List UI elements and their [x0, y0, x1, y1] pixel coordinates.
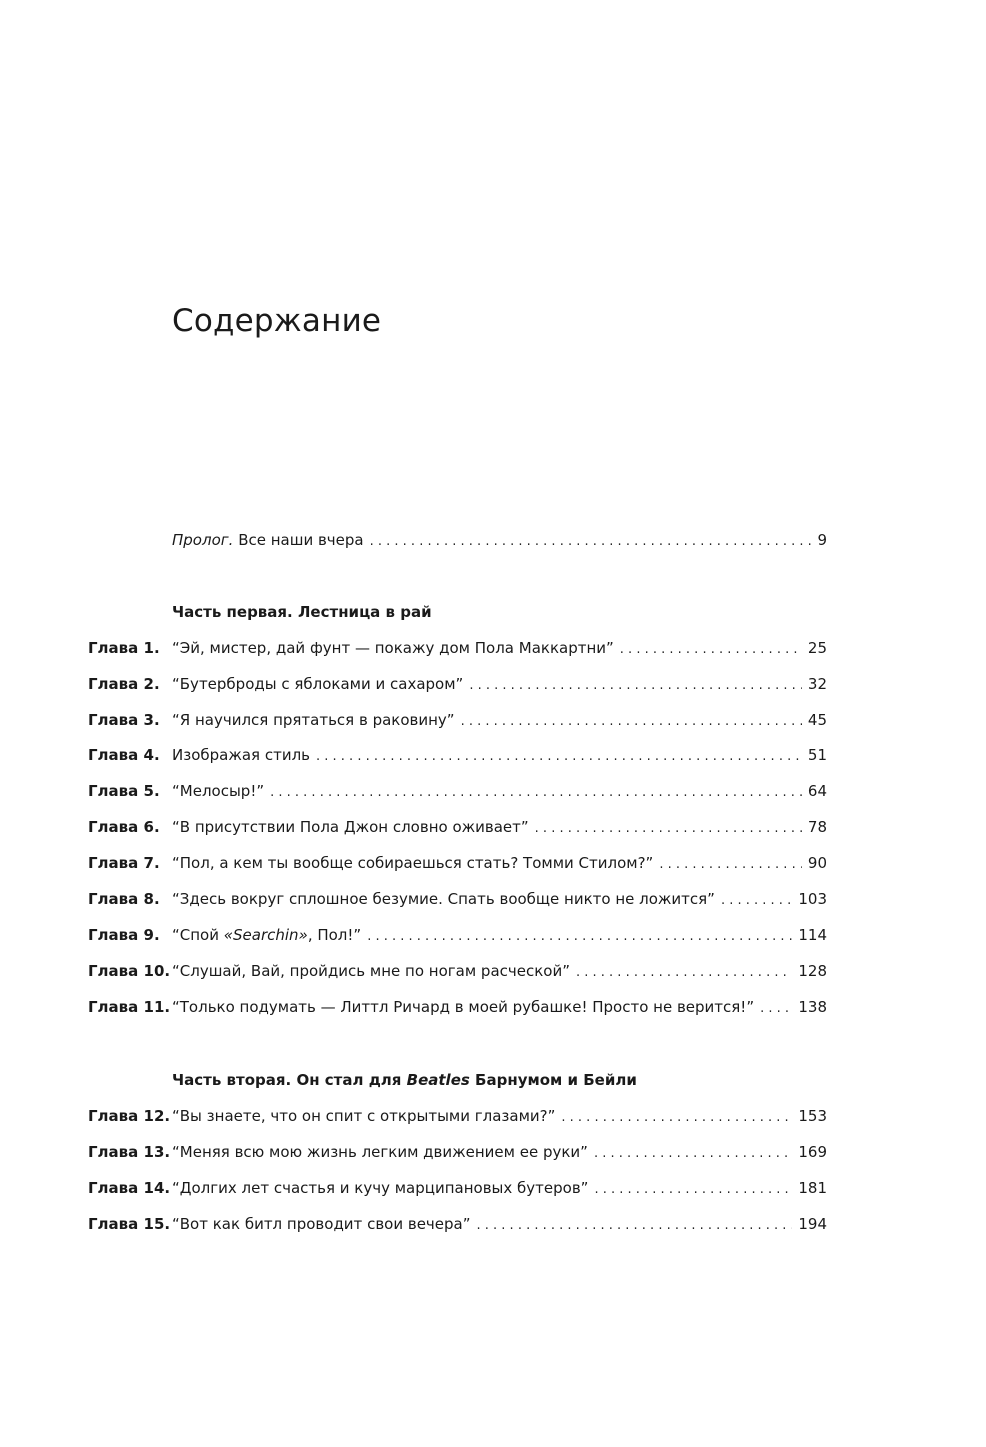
- toc-entry-body: [172, 1176, 827, 1202]
- chapter-title: Изображая стиль: [172, 746, 310, 764]
- toc-entry-chapter-9[interactable]: [0, 923, 986, 947]
- prologue-label: Пролог.: [172, 531, 234, 549]
- toc-entry-body: [172, 887, 827, 913]
- toc-entry-body: [172, 743, 827, 769]
- toc-entry-chapter-5[interactable]: [0, 779, 986, 803]
- chapter-number: Глава 15.: [88, 1215, 171, 1233]
- dot-leader: [477, 1214, 793, 1238]
- chapter-title: “Бутерброды с яблоками и сахаром”: [172, 675, 464, 693]
- chapter-title-pre: “Спой: [172, 926, 224, 944]
- chapter-number: Глава 7.: [88, 854, 160, 872]
- toc-entry-body: [172, 923, 827, 949]
- dot-leader: [469, 674, 802, 698]
- chapter-title: “Только подумать — Литтл Ричард в моей рубашке! Просто не верится!”: [172, 998, 755, 1016]
- page-number: 153: [798, 1107, 827, 1125]
- toc-entry-body: [172, 708, 827, 734]
- chapter-title: “В присутствии Пола Джон словно оживает”: [172, 818, 529, 836]
- prologue-title: Все наши вчера: [238, 531, 364, 549]
- toc-entry-body: [172, 1212, 827, 1238]
- toc-entry-body: [172, 1140, 827, 1166]
- page-number: 181: [798, 1179, 827, 1197]
- chapter-title: “Мелосыр!”: [172, 782, 265, 800]
- toc-entry-chapter-3[interactable]: [0, 708, 986, 732]
- part-heading-2-post: Барнумом и Бейли: [469, 1071, 637, 1089]
- toc-entry-chapter-7[interactable]: [0, 851, 986, 875]
- page-number: 103: [798, 890, 827, 908]
- toc-entry-chapter-2[interactable]: [0, 672, 986, 696]
- chapter-title: “Меняя всю мою жизнь легким движением ее руки”: [172, 1143, 588, 1161]
- chapter-number: Глава 13.: [88, 1143, 171, 1161]
- toc-entry-body: [172, 672, 827, 698]
- part-heading-2-italic: Beatles: [406, 1071, 470, 1089]
- part-heading-2: [172, 1068, 637, 1092]
- page-number: 114: [798, 926, 827, 944]
- chapter-title: “Вы знаете, что он спит с открытыми глазами?”: [172, 1107, 556, 1125]
- page-number: 90: [807, 854, 827, 872]
- chapter-number: Глава 4.: [88, 746, 160, 764]
- toc-entry-chapter-6[interactable]: [0, 815, 986, 839]
- toc-entry-chapter-14[interactable]: [0, 1176, 986, 1200]
- page-title: Содержание: [172, 303, 382, 339]
- dot-leader: [367, 925, 792, 949]
- chapter-title: “Я научился прятаться в раковину”: [172, 711, 455, 729]
- chapter-number: Глава 1.: [88, 639, 160, 657]
- chapter-title-italic: «Searchin»: [223, 926, 308, 944]
- toc-entry-title: [172, 528, 364, 552]
- dot-leader: [721, 889, 792, 913]
- dot-leader: [316, 745, 802, 769]
- page-number: 128: [798, 962, 827, 980]
- toc-entry-body: [172, 636, 827, 662]
- toc-entry-chapter-13[interactable]: [0, 1140, 986, 1164]
- dot-leader: [594, 1178, 792, 1202]
- page-number: 45: [807, 711, 827, 729]
- toc-entry-body: [172, 1104, 827, 1130]
- dot-leader: [659, 853, 802, 877]
- chapter-number: Глава 12.: [88, 1107, 171, 1125]
- page-number: 64: [807, 782, 827, 800]
- chapter-number: Глава 10.: [88, 962, 171, 980]
- toc-entry-prologue[interactable]: [0, 528, 986, 552]
- toc-entry-body: [172, 995, 827, 1021]
- dot-leader: [594, 1142, 792, 1166]
- toc-entry-body: [172, 815, 827, 841]
- chapter-title: “Пол, а кем ты вообще собираешься стать? Томми Стилом?”: [172, 854, 654, 872]
- dot-leader: [461, 710, 802, 734]
- dot-leader: [370, 530, 812, 554]
- chapter-title-post: , Пол!”: [307, 926, 362, 944]
- chapter-title: [172, 923, 361, 947]
- toc-entry-body: [172, 959, 827, 985]
- chapter-number: Глава 5.: [88, 782, 160, 800]
- page-number: 194: [798, 1215, 827, 1233]
- toc-entry-chapter-10[interactable]: [0, 959, 986, 983]
- chapter-title: “Эй, мистер, дай фунт — покажу дом Пола Маккартни”: [172, 639, 614, 657]
- page-number: 51: [807, 746, 827, 764]
- part-heading-1: Часть первая. Лестница в рай: [172, 603, 432, 621]
- toc-entry-chapter-11[interactable]: [0, 995, 986, 1019]
- toc-entry-chapter-12[interactable]: [0, 1104, 986, 1128]
- page-number: 25: [807, 639, 827, 657]
- chapter-number: Глава 11.: [88, 998, 171, 1016]
- chapter-number: Глава 8.: [88, 890, 160, 908]
- chapter-number: Глава 2.: [88, 675, 160, 693]
- toc-entry-body: [172, 851, 827, 877]
- chapter-number: Глава 9.: [88, 926, 160, 944]
- toc-entry-body: [172, 528, 827, 554]
- part-heading-2-pre: Часть вторая. Он стал для: [172, 1071, 407, 1089]
- page-number: 169: [798, 1143, 827, 1161]
- dot-leader: [535, 817, 802, 841]
- toc-entry-chapter-8[interactable]: [0, 887, 986, 911]
- dot-leader: [561, 1106, 792, 1130]
- page-number: 138: [798, 998, 827, 1016]
- chapter-title: “Здесь вокруг сплошное безумие. Спать вообще никто не ложится”: [172, 890, 715, 908]
- page-number: 78: [807, 818, 827, 836]
- chapter-number: Глава 6.: [88, 818, 160, 836]
- toc-entry-chapter-1[interactable]: [0, 636, 986, 660]
- dot-leader: [620, 638, 802, 662]
- page-number: 9: [817, 531, 827, 549]
- chapter-number: Глава 14.: [88, 1179, 171, 1197]
- toc-entry-body: [172, 779, 827, 805]
- chapter-title: “Вот как битл проводит свои вечера”: [172, 1215, 471, 1233]
- dot-leader: [760, 997, 792, 1021]
- chapter-title: “Слушай, Вай, пройдись мне по ногам расческой”: [172, 962, 570, 980]
- toc-entry-chapter-4[interactable]: [0, 743, 986, 767]
- dot-leader: [576, 961, 792, 985]
- toc-entry-chapter-15[interactable]: [0, 1212, 986, 1236]
- chapter-number: Глава 3.: [88, 711, 160, 729]
- chapter-title: “Долгих лет счастья и кучу марципановых бутеров”: [172, 1179, 589, 1197]
- page-number: 32: [807, 675, 827, 693]
- dot-leader: [270, 781, 802, 805]
